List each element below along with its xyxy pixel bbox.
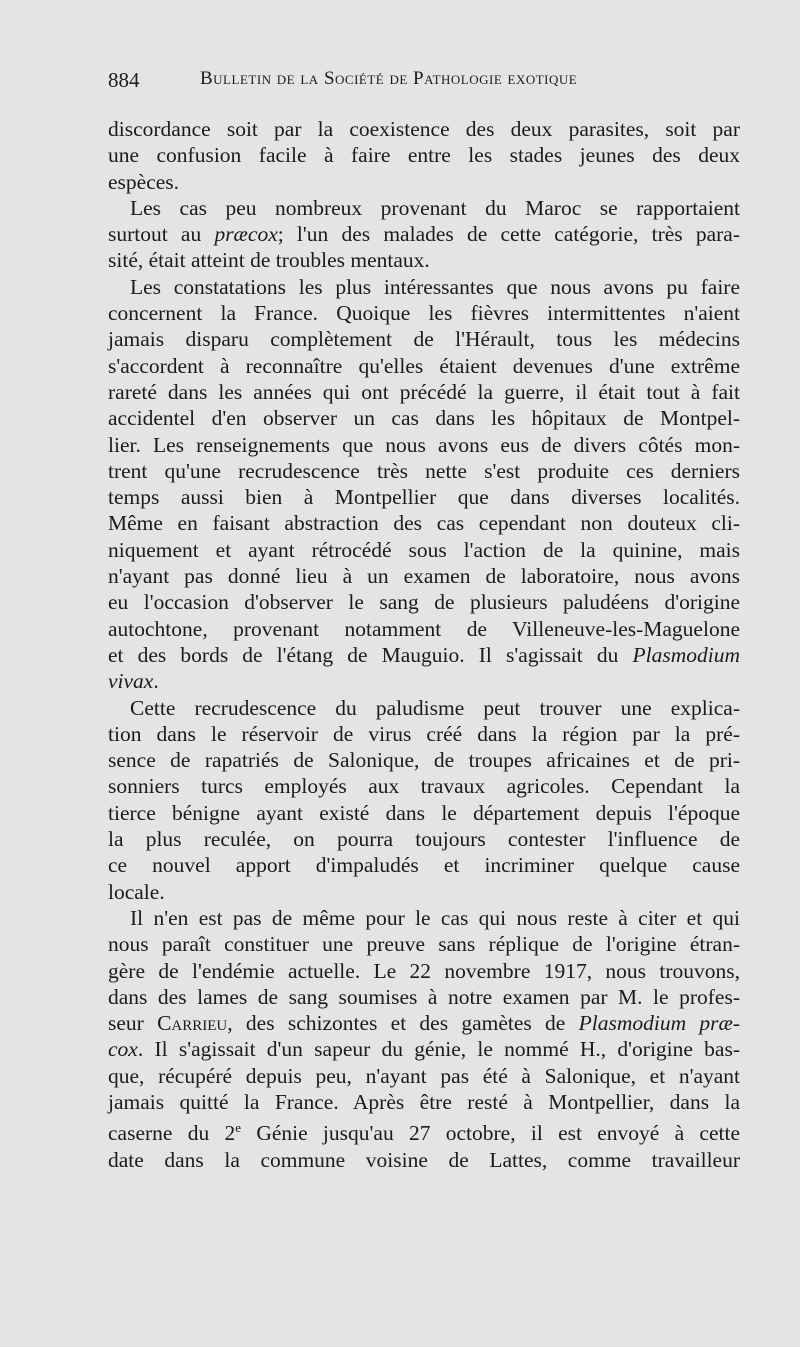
text-line: et des bords de l'étang de Mauguio. Il s'agissait du Plasmodium [108, 642, 740, 667]
text-line: concernent la France. Quoique les fièvres intermittentes n'aient [108, 301, 740, 326]
text-line: que, récupéré depuis peu, n'ayant pas été à Salonique, et n'ayant [108, 1063, 740, 1088]
italic-term: vivax [108, 669, 154, 694]
text-line: jamais disparu complètement de l'Hérault, tous les médecins [108, 327, 740, 352]
text-line: rareté dans les années qui ont précédé la guerre, il était tout à fait [108, 379, 740, 404]
text-line: surtout au præcox; l'un des malades de cette catégorie, très para- [108, 222, 740, 247]
small-caps-name: Carrieu [157, 1011, 228, 1036]
text-line: cox. Il s'agissait d'un sapeur du génie, le nommé H., d'origine bas- [108, 1037, 740, 1062]
italic-term: præcox [214, 222, 278, 247]
text-line: jamais quitté la France. Après être resté à Montpellier, dans la [108, 1089, 740, 1114]
italic-term: cox [108, 1037, 138, 1062]
text-line: la plus reculée, on pourra toujours contester l'influence de [108, 827, 740, 852]
text-line: accidentel d'en observer un cas dans les hôpitaux de Montpel- [108, 406, 740, 431]
text-line: sonniers turcs employés aux travaux agricoles. Cependant la [108, 774, 740, 799]
text-line: nous paraît constituer une preuve sans réplique de l'origine étran- [108, 932, 740, 957]
text-line: tion dans le réservoir de virus créé dans la région par la pré- [108, 721, 740, 746]
text-line: vivax. [108, 669, 159, 694]
text-line: Même en faisant abstraction des cas cependant non douteux cli- [108, 511, 740, 536]
text-line: tierce bénigne ayant existé dans le département depuis l'époque [108, 800, 740, 825]
text-line: temps aussi bien à Montpellier que dans diverses localités. [108, 485, 740, 510]
text-line: discordance soit par la coexistence des deux parasites, soit par [108, 117, 740, 141]
text-line: Il n'en est pas de même pour le cas qui nous reste à citer et qui [130, 905, 740, 930]
superscript: e [235, 1120, 242, 1136]
text-line: dans des lames de sang soumises à notre examen par M. le profes- [108, 984, 740, 1009]
text-line: lier. Les renseignements que nous avons eus de divers côtés mon- [108, 432, 740, 457]
italic-term: Plasmodium [632, 642, 740, 667]
italic-term: Plasmodium præ- [578, 1011, 740, 1036]
running-head: Bulletin de la Société de Pathologie exotique [200, 68, 578, 89]
text-line: autochtone, provenant notamment de Villeneuve-les-Maguelone [108, 616, 740, 641]
page-header [108, 68, 748, 108]
body-text [108, 116, 740, 1173]
text-line: n'ayant pas donné lieu à un examen de laboratoire, nous avons [108, 564, 740, 589]
text-line: eu l'occasion d'observer le sang de plusieurs paludéens d'origine [108, 590, 740, 615]
text-line: gère de l'endémie actuelle. Le 22 novembre 1917, nous trouvons, [108, 958, 740, 983]
text-line: caserne du 2e Génie jusqu'au 27 octobre, il est envoyé à cette [108, 1120, 741, 1146]
text-line: niquement et ayant rétrocédé sous l'action de la quinine, mais [108, 537, 740, 562]
text-line: ce nouvel apport d'impaludés et incriminer quelque cause [108, 853, 740, 878]
text-line: sité, était atteint de troubles mentaux. [108, 248, 430, 273]
text-line: sence de rapatriés de Salonique, de troupes africaines et de pri- [108, 748, 740, 773]
text-line: s'accordent à reconnaître qu'elles étaient devenues d'une extrême [108, 353, 740, 378]
text-line: Les constatations les plus intéressantes que nous avons pu faire [130, 274, 740, 299]
text-line: locale. [108, 879, 165, 904]
text-line: espèces. [108, 169, 180, 194]
text-line: trent qu'une recrudescence très nette s'est produite ces derniers [108, 458, 740, 483]
text-line: Cette recrudescence du paludisme peut trouver une explica- [130, 695, 740, 720]
text-line: une confusion facile à faire entre les stades jeunes des deux [108, 143, 740, 168]
page-number: 884 [108, 68, 140, 92]
text-line: Les cas peu nombreux provenant du Maroc se rapportaient [130, 195, 740, 220]
text-line: seur Carrieu, des schizontes et des gamètes de Plasmodium præ- [108, 1011, 740, 1036]
text-line: date dans la commune voisine de Lattes, comme travailleur [108, 1147, 740, 1172]
